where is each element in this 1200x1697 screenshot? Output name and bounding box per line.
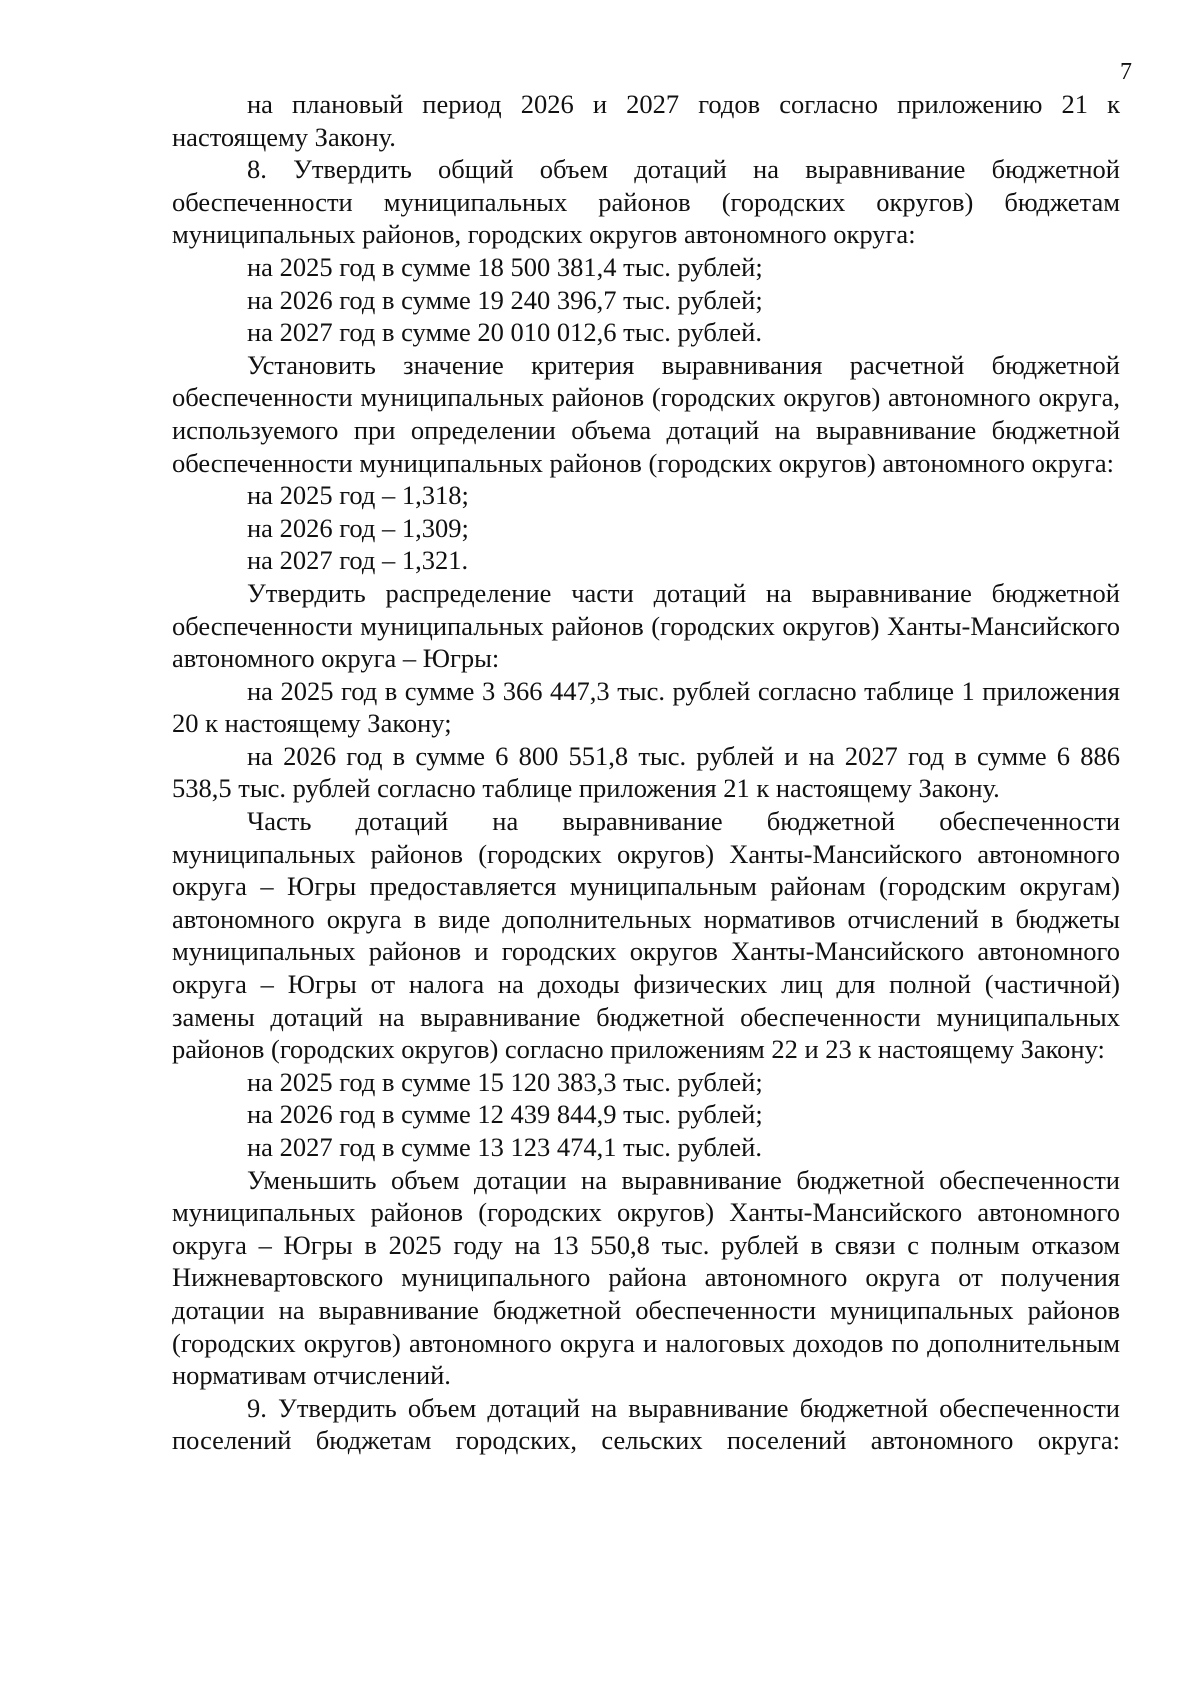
- norms-line-2025: на 2025 год в сумме 15 120 383,3 тыс. рублей;: [247, 1066, 763, 1097]
- paragraph-item-8: 8. Утвердить общий объем дотаций на выравнивание бюджетной обеспеченности муниципальных районов (городских округов) бюджетам муниципальных районов, городских округов автономного округа:: [172, 154, 1120, 250]
- criterion-line-2025: на 2025 год – 1,318;: [247, 480, 469, 511]
- paragraph-distribution-2026-2027: на 2026 год в сумме 6 800 551,8 тыс. рублей и на 2027 год в сумме 6 886 538,5 тыс. рублей согласно таблице приложения 21 к настоящему Закону.: [172, 740, 1120, 804]
- paragraph-distribution: Утвердить распределение части дотаций на выравнивание бюджетной обеспеченности муниципальных районов (городских округов) Ханты-Мансийского автономного округа – Югры:: [172, 577, 1120, 674]
- page-number: 7: [1120, 59, 1132, 85]
- norms-line-2027: на 2027 год в сумме 13 123 474,1 тыс. рублей.: [247, 1132, 762, 1162]
- norms-line-2026: на 2026 год в сумме 12 439 844,9 тыс. рублей;: [247, 1099, 763, 1130]
- document-body: [172, 88, 1120, 1457]
- amount-line-2026: на 2026 год в сумме 19 240 396,7 тыс. рублей;: [247, 284, 763, 315]
- paragraph-reduction: Уменьшить объем дотации на выравнивание бюджетной обеспеченности муниципальных районов (городских округов) Ханты-Мансийского автономного округа – Югры в 2025 году на 13 550,8 тыс. рублей в связи с полным отказом Нижневартовского муниципального района автономного округа от получения дотации на выравнивание бюджетной обеспеченности муниципальных районов (городских округов) автономного округа и налоговых доходов по дополнительным нормативам отчислений.: [172, 1164, 1120, 1391]
- paragraph-distribution-2025: на 2025 год в сумме 3 366 447,3 тыс. рублей согласно таблице 1 приложения 20 к настоящему Закону;: [172, 675, 1120, 739]
- criterion-line-2026: на 2026 год – 1,309;: [247, 512, 469, 543]
- amount-line-2025: на 2025 год в сумме 18 500 381,4 тыс. рублей;: [247, 251, 763, 282]
- paragraph-criterion: Установить значение критерия выравнивания расчетной бюджетной обеспеченности муниципальных районов (городских округов) автономного округа, используемого при определении объема дотаций на выравнивание бюджетной обеспеченности муниципальных районов (городских округов) автономного округа:: [172, 349, 1120, 478]
- criterion-line-2027: на 2027 год – 1,321.: [247, 545, 469, 576]
- amount-line-2027: на 2027 год в сумме 20 010 012,6 тыс. рублей.: [247, 317, 762, 348]
- paragraph-item-9: 9. Утвердить объем дотаций на выравнивание бюджетной обеспеченности поселений бюджетам городских, сельских поселений автономного округа:: [172, 1392, 1120, 1456]
- paragraph-continuation: на плановый период 2026 и 2027 годов согласно приложению 21 к настоящему Закону.: [172, 89, 1120, 152]
- paragraph-additional-norms: Часть дотаций на выравнивание бюджетной обеспеченности муниципальных районов (городских округов) Ханты-Мансийского автономного округа – Югры предоставляется муниципальным районам (городским округам) автономного округа в виде дополнительных нормативов отчислений в бюджеты муниципальных районов и городских округов Ханты-Мансийского автономного округа – Югры от налога на доходы физических лиц для полной (частичной) замены дотаций на выравнивание бюджетной обеспеченности муниципальных районов (городских округов) согласно приложениям 22 и 23 к настоящему Закону:: [172, 806, 1120, 1065]
